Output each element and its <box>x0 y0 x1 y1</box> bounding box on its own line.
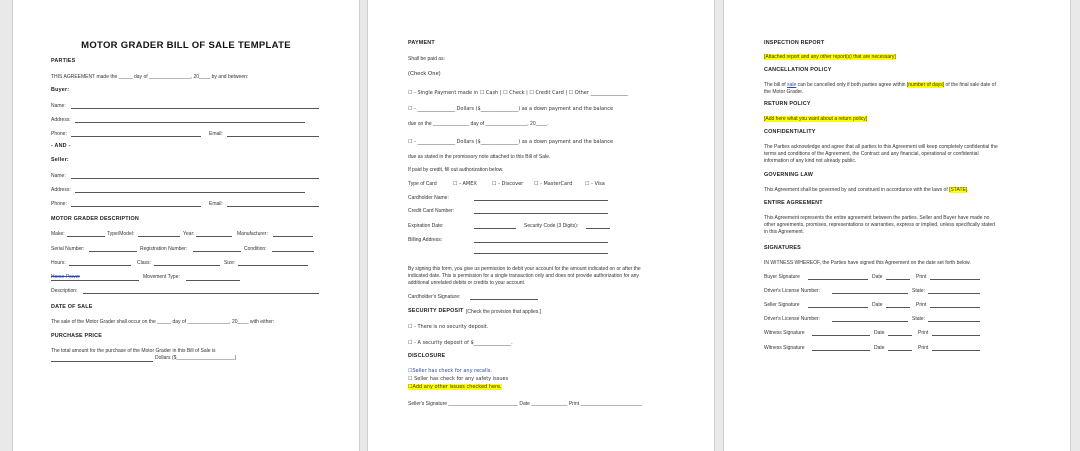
year-line[interactable] <box>196 236 232 237</box>
return-placeholder: [Add here what you want about a return policy] <box>764 116 868 122</box>
buyer-print-label: Print <box>916 274 927 280</box>
payment-heading: PAYMENT <box>408 40 435 46</box>
class-line[interactable] <box>154 265 220 266</box>
type-model-label: Type/Model: <box>107 231 135 237</box>
credit-instruction: If paid by credit, fill out authorization below. <box>408 167 504 173</box>
authorization-text-3: additional unrelated debits or credits to your account. <box>408 280 526 286</box>
buyer-name-line[interactable] <box>71 108 319 109</box>
buyer-state-line[interactable] <box>928 293 980 294</box>
price-dollars: Dollars ($_____________________) <box>155 355 237 361</box>
buyer-label: Buyer: <box>51 87 70 93</box>
seller-label: Seller: <box>51 157 69 163</box>
expiration-label: Expiration Date: <box>408 223 444 229</box>
buyer-signature-line[interactable] <box>808 279 868 280</box>
witness-signature-line-2[interactable] <box>812 350 870 351</box>
entire-agreement-heading: ENTIRE AGREEMENT <box>764 200 823 206</box>
seller-phone-label: Phone: <box>51 201 67 207</box>
signatures-heading: SIGNATURES <box>764 245 801 251</box>
single-payment-option[interactable]: ☐ - Single Payment made in ☐ Cash | ☐ Check | ☐ Credit Card | ☐ Other _______________ <box>408 90 629 96</box>
cardholder-name-line[interactable] <box>474 200 608 201</box>
buyer-date-line[interactable] <box>886 279 910 280</box>
governing-law-text: This Agreement shall be governed by and construed in accordance with the laws of [STATE]. <box>764 187 969 193</box>
movement-type-line[interactable] <box>186 280 240 281</box>
cancellation-text-1: The bill of sale can be cancelled only if both parties agree within [number of days] of the final sale date of <box>764 82 996 88</box>
witness-date-line-1[interactable] <box>888 335 912 336</box>
confidentiality-text-3: information of any kind not already public. <box>764 158 857 164</box>
seller-email-label: Email: <box>209 201 223 207</box>
horse-power-line[interactable] <box>51 280 139 281</box>
billing-address-label: Billing Address: <box>408 237 443 243</box>
buyer-email-line[interactable] <box>227 136 319 137</box>
make-line[interactable] <box>67 236 105 237</box>
registration-label: Registration Number: <box>140 246 188 252</box>
seller-signature-line[interactable] <box>808 307 868 308</box>
mastercard-option[interactable]: ☐ - MasterCard <box>534 181 573 187</box>
seller-signature-label: Seller Signature <box>764 302 800 308</box>
deposit-option[interactable]: ☐ - A security deposit of $_______________. <box>408 340 513 346</box>
date-of-sale-heading: DATE OF SALE <box>51 304 93 310</box>
confidentiality-heading: CONFIDENTIALITY <box>764 129 816 135</box>
security-deposit-heading: SECURITY DEPOSIT <box>408 308 464 314</box>
safety-option[interactable]: ☐ Seller has check for any safety issues <box>408 376 509 382</box>
and-divider: - AND - <box>51 143 71 149</box>
down-payment-option-1[interactable]: ☐ - _______________ Dollars ($_______________) as a down payment and the balance <box>408 106 614 112</box>
expiration-line[interactable] <box>474 228 516 229</box>
entire-agreement-text-3: in this Agreement. <box>764 229 805 235</box>
amex-option[interactable]: ☐ - AMEX <box>453 181 477 187</box>
card-number-line[interactable] <box>474 213 608 214</box>
class-label: Class: <box>137 260 151 266</box>
confidentiality-text-1: The Parties acknowledge and agree that all parties to this Agreement will keep completely confidential the <box>764 144 998 150</box>
witness-statement: IN WITNESS WHEREOF, the Parties have signed this Agreement on the date set forth below. <box>764 260 971 266</box>
return-heading: RETURN POLICY <box>764 101 811 107</box>
price-words-line[interactable] <box>51 361 153 362</box>
seller-print-line[interactable] <box>930 307 980 308</box>
condition-label: Condition: <box>244 246 267 252</box>
seller-email-line[interactable] <box>227 206 319 207</box>
buyer-name-label: Name: <box>51 103 66 109</box>
description-heading: MOTOR GRADER DESCRIPTION <box>51 216 139 222</box>
card-type-label: Type of Card <box>408 181 437 187</box>
buyer-address-label: Address: <box>51 117 71 123</box>
horse-power-label: Horse Power <box>51 274 80 280</box>
buyer-state-label: State: <box>912 288 926 294</box>
witness-print-label-2: Print <box>918 345 929 351</box>
serial-line[interactable] <box>89 251 137 252</box>
down-payment-option-2[interactable]: ☐ - _______________ Dollars ($_______________) as a down payment and the balance <box>408 139 614 145</box>
discover-option[interactable]: ☐ - Discover <box>492 181 524 187</box>
seller-date-line[interactable] <box>886 307 910 308</box>
entire-agreement-text-1: This Agreement represents the entire agreement between the parties. Seller and Buyer have made no <box>764 215 990 221</box>
document-page-2 <box>367 0 715 451</box>
inspection-placeholder: [Attached report and any other report(s) that are necessary] <box>764 54 896 60</box>
cancellation-text-2: the Motor Grader. <box>764 89 804 95</box>
type-model-line[interactable] <box>138 236 180 237</box>
cardholder-name-label: Cardholder Name: <box>408 195 449 201</box>
disclosure-heading: DISCLOSURE <box>408 353 446 359</box>
billing-address-line-2[interactable] <box>474 253 608 254</box>
security-code-line[interactable] <box>586 228 610 229</box>
paid-as-text: Shall be paid as: <box>408 56 445 62</box>
recalls-option[interactable]: ☐Seller has check for any recalls. <box>408 368 492 374</box>
seller-signature-line: Seller's Signature _________________________ Date _____________ Print ______________________ <box>408 401 642 407</box>
witness-signature-label-2: Witness Signature <box>764 345 805 351</box>
billing-address-line-1[interactable] <box>474 242 608 243</box>
security-deposit-note: [Check the provision that applies.] <box>466 309 542 315</box>
purchase-price-text: The total amount for the purchase of the Motor Grader in this Bill of Sale is <box>51 348 216 354</box>
make-label: Make: <box>51 231 65 237</box>
buyer-license-label: Driver's License Number: <box>764 288 820 294</box>
buyer-license-line[interactable] <box>832 293 908 294</box>
seller-print-label: Print <box>916 302 927 308</box>
document-page-1 <box>12 0 360 451</box>
governing-law-heading: GOVERNING LAW <box>764 172 814 178</box>
confidentiality-text-2: terms and conditions of the Agreement, the Contract and any financial, operational or confidential <box>764 151 979 157</box>
hours-label: Hours: <box>51 260 66 266</box>
authorization-text-1: By signing this form, you give us permission to debit your account for the amount indicated on or after the <box>408 266 641 272</box>
agreement-line: THIS AGREEMENT made the _____ day of _______________, 20____ by and between: <box>51 74 249 80</box>
buyer-signature-label: Buyer Signature <box>764 274 800 280</box>
witness-signature-line-1[interactable] <box>812 335 870 336</box>
promissory-text: due as stated in the promissory note attached to this Bill of Sale. <box>408 154 551 160</box>
date-of-sale-text: The sale of the Motor Grader shall occur on the _____ day of _______________, 20____ with either: <box>51 319 275 325</box>
security-code-label: Security Code (3 Digits): <box>524 223 579 229</box>
size-label: Size: <box>224 260 236 266</box>
witness-print-label-1: Print <box>918 330 929 336</box>
condition-line[interactable] <box>272 251 314 252</box>
balance-due-line: due on the _____________ day of _______________, 20____. <box>408 121 549 127</box>
movement-type-label: Movement Type: <box>143 274 180 280</box>
cardholder-signature-label: Cardholder's Signature: <box>408 294 461 300</box>
document-page-3 <box>723 0 1071 451</box>
witness-date-label-2: Date <box>874 345 885 351</box>
serial-label: Serial Number: <box>51 246 85 252</box>
cancellation-heading: CANCELLATION POLICY <box>764 67 832 73</box>
authorization-text-2: indicated date. This is permission for a single transaction only and does not provide authorization for any <box>408 273 639 279</box>
seller-phone-line[interactable] <box>71 206 201 207</box>
seller-address-label: Address: <box>51 187 71 193</box>
card-number-label: Credit Card Number: <box>408 208 455 214</box>
parties-heading: PARTIES <box>51 58 76 64</box>
page-title: MOTOR GRADER BILL OF SALE TEMPLATE <box>81 40 291 51</box>
manufacturer-label: Manufacturer: <box>237 231 268 237</box>
witness-print-line-1[interactable] <box>932 335 980 336</box>
witness-signature-label-1: Witness Signature <box>764 330 805 336</box>
entire-agreement-text-2: other agreements, promises, representations or warranties, express or implied, unless specifically stated <box>764 222 995 228</box>
other-issues-option[interactable]: ☐Add any other issues checked here. <box>408 384 502 390</box>
buyer-date-label: Date <box>872 274 883 280</box>
seller-name-label: Name: <box>51 173 66 179</box>
check-one-text: (Check One) <box>408 71 441 77</box>
seller-state-label: State: <box>912 316 926 322</box>
purchase-price-heading: PURCHASE PRICE <box>51 333 103 339</box>
no-deposit-option[interactable]: ☐ - There is no security deposit. <box>408 324 489 330</box>
seller-state-line[interactable] <box>928 321 980 322</box>
cardholder-signature-line[interactable] <box>470 299 538 300</box>
witness-date-line-2[interactable] <box>888 350 912 351</box>
buyer-phone-label: Phone: <box>51 131 67 137</box>
inspection-heading: INSPECTION REPORT <box>764 40 825 46</box>
seller-name-line[interactable] <box>71 178 319 179</box>
buyer-print-line[interactable] <box>930 279 980 280</box>
hours-line[interactable] <box>69 265 131 266</box>
buyer-email-label: Email: <box>209 131 223 137</box>
seller-address-line[interactable] <box>75 192 305 193</box>
description-label: Description: <box>51 288 78 294</box>
manufacturer-line[interactable] <box>273 236 313 237</box>
seller-license-label: Driver's License Number: <box>764 316 820 322</box>
buyer-phone-line[interactable] <box>71 136 201 137</box>
description-line[interactable] <box>83 293 319 294</box>
buyer-address-line[interactable] <box>75 122 305 123</box>
seller-date-label: Date <box>872 302 883 308</box>
size-line[interactable] <box>238 265 308 266</box>
registration-line[interactable] <box>193 251 241 252</box>
witness-date-label-1: Date <box>874 330 885 336</box>
visa-option[interactable]: ☐ - Visa <box>585 181 605 187</box>
seller-license-line[interactable] <box>832 321 908 322</box>
year-label: Year: <box>183 231 195 237</box>
witness-print-line-2[interactable] <box>932 350 980 351</box>
